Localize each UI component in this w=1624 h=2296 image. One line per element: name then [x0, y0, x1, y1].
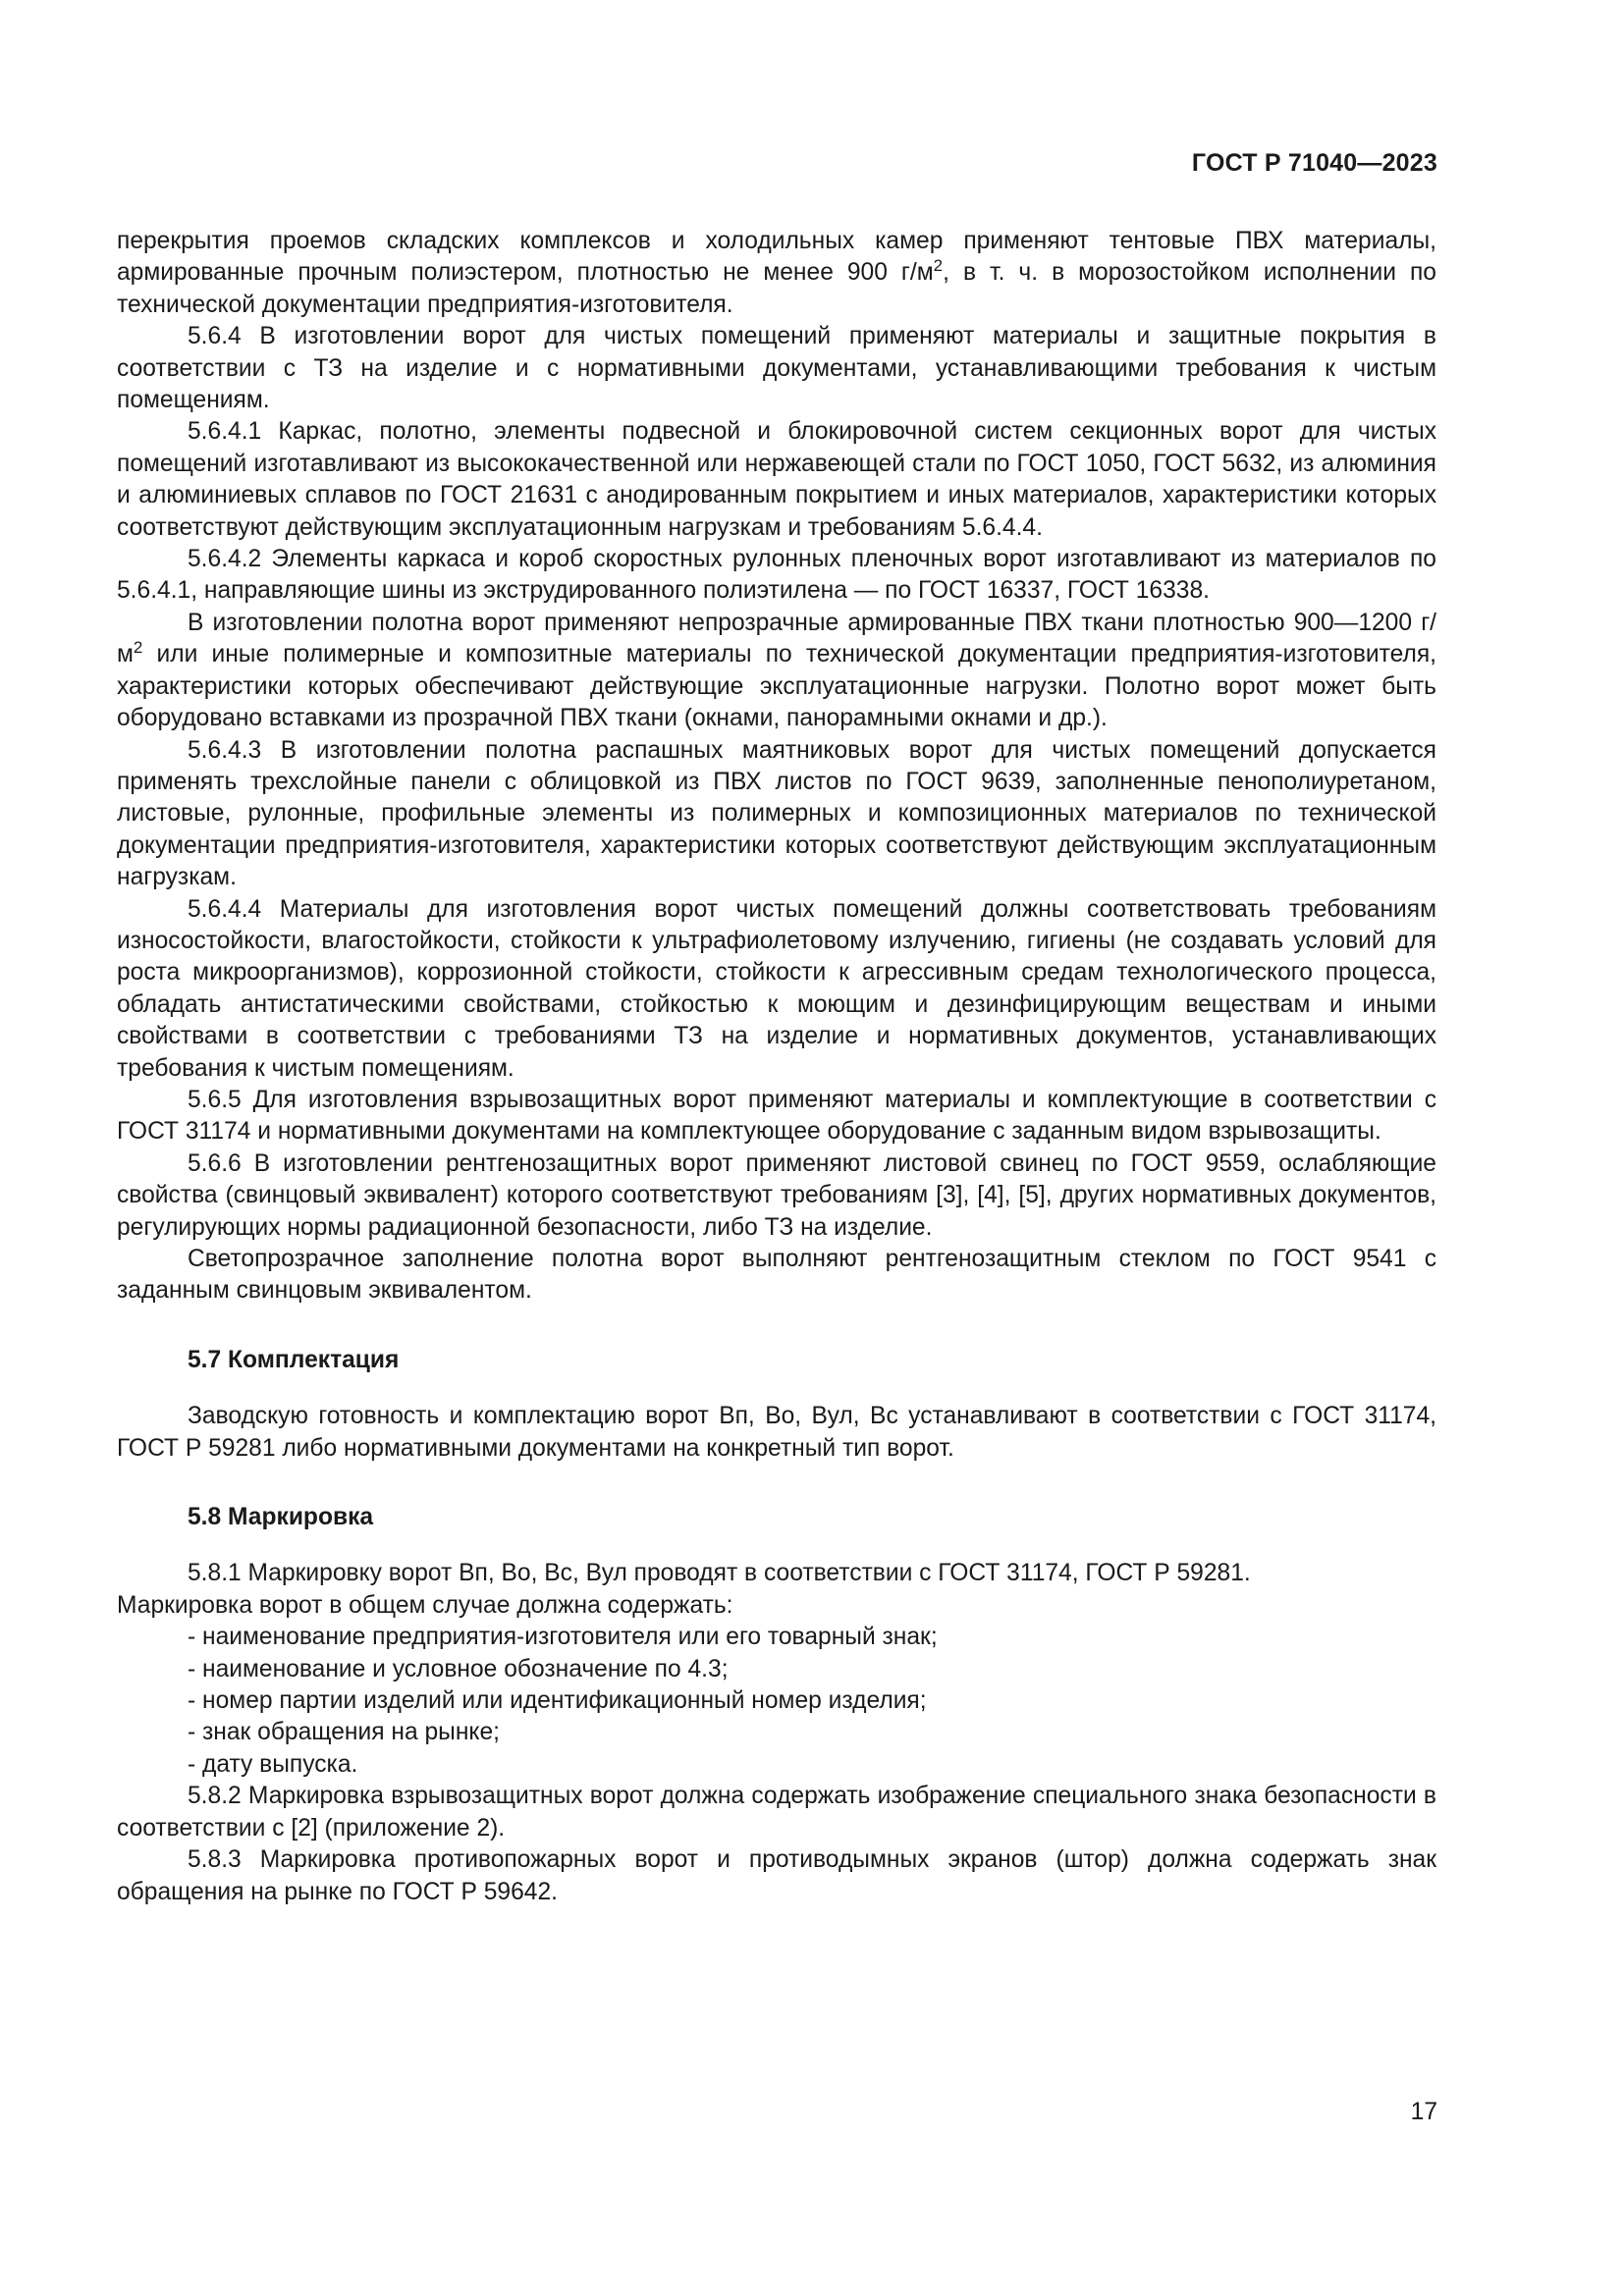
paragraph-5-6-4-4: 5.6.4.4 Материалы для изготовления ворот чистых помещений должны соответствовать требованиям износостойкости, влагостойкости, стойкости к ультрафиолетовому излучению, гигиены (не создавать условий для роста микроорганизмов), коррозионной стойкости, стойкости к агрессивным средам технологического процесса, обладать антистатическими свойствами, стойкостью к моющим и дезинфицирующим веществам и иными свойствами в соответствии с требованиями ТЗ на изделие и нормативных документов, устанавливающих требования к чистым помещениям. — [117, 895, 1436, 1082]
section-heading-5-7: 5.7 Комплектация — [188, 1346, 400, 1373]
paragraph-continuation: перекрытия проемов складских комплексов и холодильных камер применяют тентовые ПВХ материалы, армированные прочным полиэстером, плотностью не менее 900 $г/м^2$, в т. ч. в морозостойком исполнении по технической документации предприятия-изготовителя. — [117, 228, 1436, 318]
paragraph-5-6-4: 5.6.4 В изготовлении ворот для чистых помещений применяют материалы и защитные покрытия в соответствии с ТЗ на изделие и с нормативными документами, устанавливающими требования к чистым помещениям. — [117, 323, 1436, 414]
paragraph-5-6-4-2: 5.6.4.2 Элементы каркаса и короб скоростных рулонных пленочных ворот изготавливают из материалов по 5.6.4.1, направляющие шины из экструдированного полиэтилена — по ГОСТ 16337, ГОСТ 16338. — [117, 546, 1436, 605]
page-body — [117, 226, 1436, 1908]
marking-list — [117, 1622, 1436, 1781]
paragraph-5-6-6-continuation: Светопрозрачное заполнение полотна ворот выполняют рентгенозащитным стеклом по ГОСТ 9541 с заданным свинцовым эквивалентом. — [117, 1246, 1436, 1305]
paragraph-5-8-1: 5.8.1 Маркировку ворот Вп, Во, Вс, Вул проводят в соответствии с ГОСТ 31174, ГОСТ Р 59281. — [188, 1560, 1251, 1587]
paragraph-5-6-6: 5.6.6 В изготовлении рентгенозащитных ворот применяют листовой свинец по ГОСТ 9559, ослабляющие свойства (свинцовый эквивалент) которого соответствуют требованиям [3], [4], [5], других нормативных документов, регулирующих нормы радиационной безопасности, либо ТЗ на изделие. — [117, 1149, 1436, 1241]
list-item: - наименование предприятия-изготовителя или его товарный знак; — [188, 1624, 938, 1651]
paragraph-5-6-4-2-continuation: В изготовлении полотна ворот применяют непрозрачные армированные ПВХ ткани плотностью 900—1200 $г/м^2$ или иные полимерные и композитные материалы по технической документации предприятия-изготовителя, характеристики которых обеспечивают действующие эксплуатационные нагрузки. Полотно ворот может быть оборудовано вставками из прозрачной ПВХ ткани (окнами, панорамными окнами и др.). — [117, 609, 1436, 732]
paragraph-5-6-5: 5.6.5 Для изготовления взрывозащитных ворот применяют материалы и комплектующие в соответствии с ГОСТ 31174 и нормативными документами на комплектующее оборудование с заданным видом взрывозащиты. — [117, 1086, 1436, 1146]
paragraph-5-6-4-3: 5.6.4.3 В изготовлении полотна распашных маятниковых ворот для чистых помещений допускается применять трехслойные панели с облицовкой из ПВХ листов по ГОСТ 9639, заполненные пенополиуретаном, листовые, рулонные, профильные элементы из полимерных и композиционных материалов по технической документации предприятия-изготовителя, характеристики которых соответствуют действующим эксплуатационным нагрузкам. — [117, 736, 1436, 891]
paragraph-5-8-3: 5.8.3 Маркировка противопожарных ворот и противодымных экранов (штор) должна содержать знак обращения на рынке по ГОСТ Р 59642. — [117, 1846, 1436, 1905]
document-code: ГОСТ Р 71040—2023 — [1191, 149, 1437, 177]
paragraph-5-8-1-continuation: Маркировка ворот в общем случае должна содержать: — [117, 1591, 733, 1619]
section-heading-5-8: 5.8 Маркировка — [188, 1504, 374, 1531]
page-number: 17 — [1410, 2099, 1437, 2125]
list-item: - дату выпуска. — [188, 1750, 358, 1778]
paragraph-5-8-2: 5.8.2 Маркировка взрывозащитных ворот должна содержать изображение специального знака безопасности в соответствии с [2] (приложение 2). — [117, 1783, 1436, 1842]
list-item: - наименование и условное обозначение по 4.3; — [188, 1655, 729, 1682]
paragraph-5-7: Заводскую готовность и комплектацию ворот Вп, Во, Вул, Вс устанавливают в соответствии с ГОСТ 31174, ГОСТ Р 59281 либо нормативными документами на конкретный тип ворот. — [117, 1403, 1436, 1462]
list-item: - номер партии изделий или идентификационный номер изделия; — [188, 1687, 927, 1715]
paragraph-5-6-4-1: 5.6.4.1 Каркас, полотно, элементы подвесной и блокировочной систем секционных ворот для чистых помещений изготавливают из высококачественной или нержавеющей стали по ГОСТ 1050, ГОСТ 5632, из алюминия и алюминиевых сплавов по ГОСТ 21631 с анодированным покрытием и иных материалов, характеристики которых соответствуют действующим эксплуатационным нагрузкам и требованиям 5.6.4.4. — [117, 418, 1436, 541]
list-item: - знак обращения на рынке; — [188, 1719, 500, 1746]
